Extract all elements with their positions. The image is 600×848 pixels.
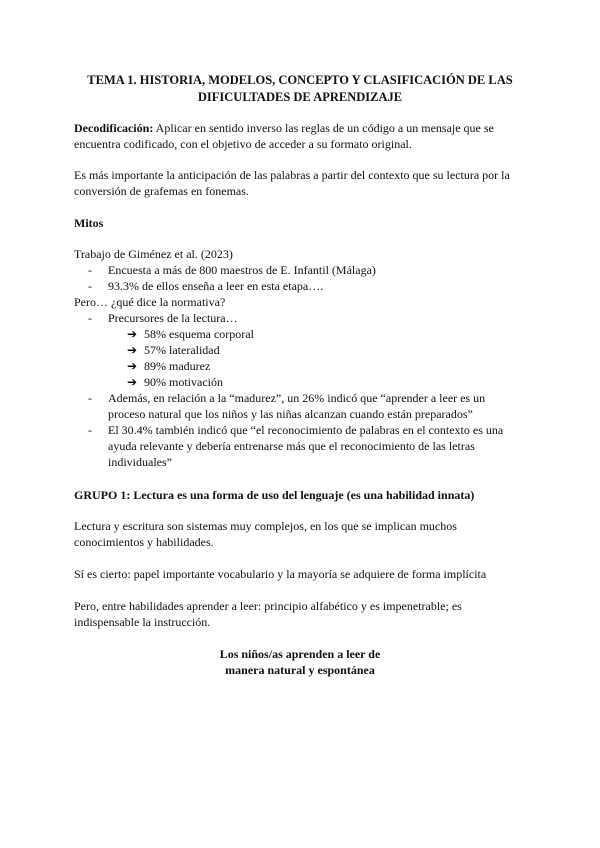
list-item-text [108,422,518,470]
arrow-right-icon: ➔ [127,327,138,341]
dash-marker: - [88,279,92,293]
grupo1-p3-line-1: Pero, entre habilidades aprender a leer: principio alfabético y es impenetrable; es [74,599,462,613]
grupo1-paragraph-2: Sí es cierto: papel importante vocabulario y la mayoría se adquiere de forma implícita [74,567,487,581]
el30-line-3: individuales” [108,455,172,469]
grupo1-p1-line-2: conocimientos y habilidades. [74,535,214,549]
dash-marker: - [88,311,92,325]
myth-line-1: Los niños/as aprenden a leer de [219,647,381,661]
list-item-text [108,390,518,422]
list-item-text: 57% lateralidad [144,343,220,357]
title-line-1: TEMA 1. HISTORIA, MODELOS, CONCEPTO Y CLASIFICACIÓN DE LAS [87,73,513,87]
anticipacion-line-1: Es más importante la anticipación de las palabras a partir del contexto que su lectura por la [74,168,510,182]
grupo1-heading: GRUPO 1: Lectura es una forma de uso del lenguaje (es una habilidad innata) [74,488,475,502]
arrow-right-icon: ➔ [127,343,138,357]
list-item [127,374,223,390]
decodificacion-text-1: Aplicar en sentido inverso las reglas de un código a un mensaje que se [153,121,494,135]
dash-marker: - [88,263,92,277]
list-item-text: 93.3% de ellos enseña a leer en esta etapa…. [108,279,324,293]
arrow-right-icon: ➔ [127,359,138,373]
list-item-text: 90% motivación [144,375,223,389]
list-item-text: 89% madurez [144,359,211,373]
grupo1-paragraph-1 [74,518,524,550]
grupo1-paragraph-3 [74,598,524,630]
list-item [127,358,210,374]
el30-line-2: ayuda relevante y debería entrenarse más que el reconocimiento de las letras [108,439,475,453]
normativa-question: Pero… ¿qué dice la normativa? [74,295,226,309]
mitos-heading: Mitos [74,216,104,230]
list-item [127,342,220,358]
dash-marker: - [88,423,92,437]
myth-line-2: manera natural y espontánea [225,663,375,677]
list-item-text: 58% esquema corporal [144,327,254,341]
study-reference: Trabajo de Giménez et al. (2023) [74,247,233,261]
page-title [72,72,528,106]
anticipacion-line-2: conversión de grafemas en fonemas. [74,184,249,198]
grupo1-p3-line-2: indispensable la instrucción. [74,615,211,629]
list-item-text: Encuesta a más de 800 maestros de E. Infantil (Málaga) [108,263,376,277]
anticipacion-paragraph [74,167,524,199]
dash-marker: - [88,391,92,405]
arrow-right-icon: ➔ [127,375,138,389]
decodificacion-text-2: encuentra codificado, con el objetivo de acceder a su formato original. [74,137,412,151]
decodificacion-paragraph [74,120,524,152]
myth-statement [150,646,450,678]
ademas-line-1: Además, en relación a la “madurez”, un 26% indicó que “aprender a leer es un [108,391,486,405]
list-item [127,326,254,342]
grupo1-p1-line-1: Lectura y escritura son sistemas muy complejos, en los que se implican muchos [74,519,457,533]
el30-line-1: El 30.4% también indicó que “el reconocimiento de palabras en el contexto es una [108,423,504,437]
decodificacion-label: Decodificación: [74,121,154,135]
ademas-line-2: proceso natural que los niños y las niñas alcanzan cuando están preparados” [108,407,473,421]
title-line-2: DIFICULTADES DE APRENDIZAJE [197,90,403,104]
list-item-text: Precursores de la lectura… [108,311,238,325]
